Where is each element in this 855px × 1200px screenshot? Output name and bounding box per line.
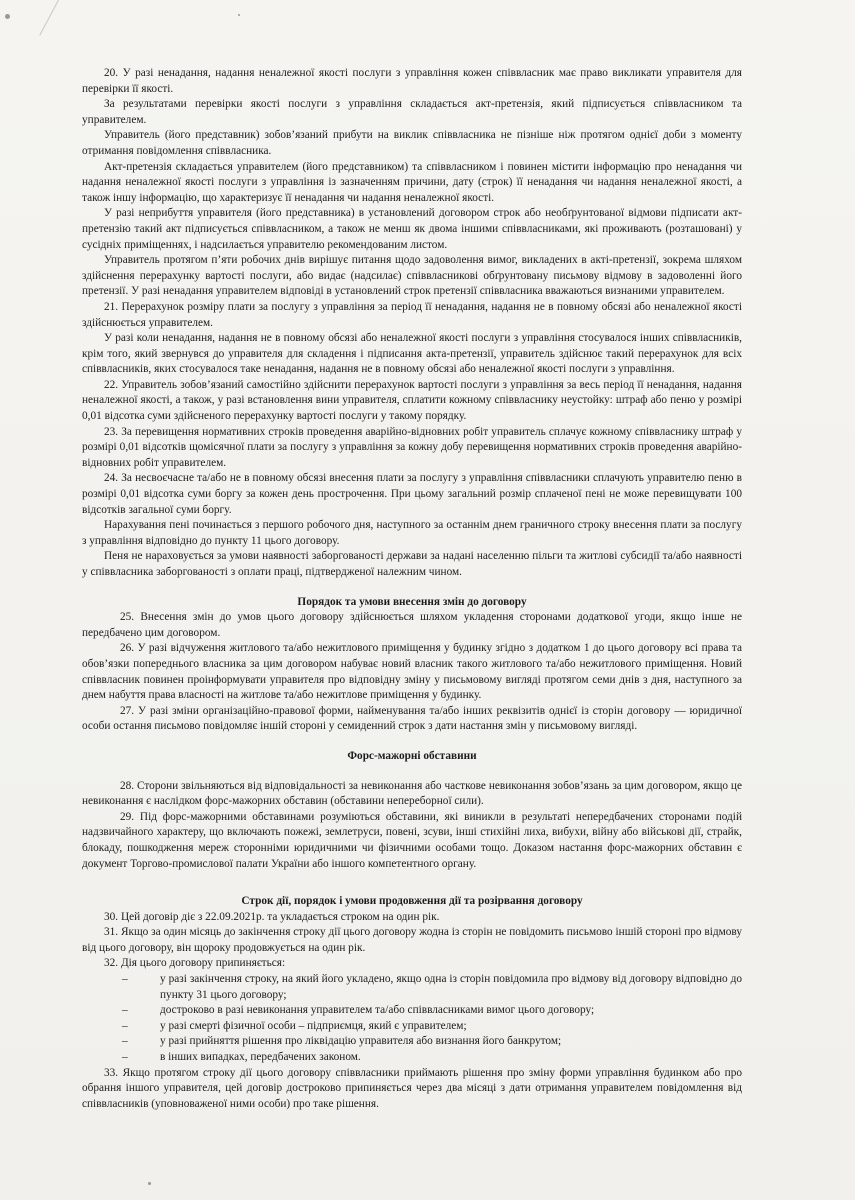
paragraph: Акт-претензія складається управителем (його представником) та співвласником і повинен містити інформацію про ненадання чи надання неналежної якості послуги з управління із зазначенням причини, дату (строк) її ненадання чи надання неналежної якості, а також іншу інформацію, що характеризує її ненадання чи надання неналежної якості.: [82, 160, 742, 204]
section-heading-force-majeure: Форс-мажорні обставини: [347, 749, 477, 762]
list-item: – у разі смерті фізичної особи – підприємця, який є управителем;: [122, 1019, 742, 1035]
section-heading-term: Строк дії, порядок і умови продовження дії та розірвання договору: [241, 895, 583, 908]
paragraph: 21. Перерахунок розміру плати за послугу з управління за період її ненадання, надання не в повному обсязі або неналежної якості здійснюється управителем.: [82, 300, 742, 329]
scan-speck: [148, 1182, 151, 1185]
paragraph: 30. Цей договір діє з 22.09.2021р. та укладається строком на один рік.: [104, 910, 440, 923]
scan-speck: [5, 14, 10, 19]
document-body: [82, 66, 742, 1112]
list-item: – достроково в разі невиконання управителем та/або співвласниками вимог цього договору;: [122, 1003, 742, 1019]
paragraph: 26. У разі відчуження житлового та/або нежитлового приміщення у будинку згідно з додатком 1 до цього договору всі права та обов’язки попереднього власника за цим договором набуває новий власник такого житлового та/або нежитлового приміщення. Новий співвласник повинен проінформувати управителя про відповідну зміну у письмовому вигляді протягом семи днів з дня, наступного за днем набуття права власності на житлове та/або нежитлове приміщення у будинку.: [82, 642, 742, 702]
paragraph: 20. У разі ненадання, надання неналежної якості послуги з управління кожен співвласник має право викликати управителя для перевірки її якості.: [82, 67, 742, 95]
paragraph: Управитель (його представник) зобов’язаний прибути на виклик співвласника не пізніше ніж протягом однієї доби з моменту отримання повідомлення співвласника.: [82, 129, 742, 157]
termination-list: [82, 972, 742, 1066]
paragraph: 24. За несвоєчасне та/або не в повному обсязі внесення плати за послугу з управління співвласники сплачують управителю пеню в розмірі 0,01 відсотка суми боргу за кожен день прострочення. При цьому загальний розмір сплаченої пені не може перевищувати 100 відсотків загальної суми боргу.: [82, 472, 742, 516]
paragraph: У разі коли ненадання, надання не в повному обсязі або неналежної якості послуги з управління стосувалося інших співвласників, крім того, який звернувся до управителя для складення і підписання акта-претензії, управитель здійснює такий перерахунок для всіх співвласників, яких стосувалося таке ненадання, надання не в повному обсязі або неналежної якості послуги з управління.: [82, 332, 742, 376]
paragraph: 29. Під форс-мажорними обставинами розуміються обставини, які виникли в результаті непередбачених сторонами подій надзвичайного характеру, що включають пожежі, землетруси, повені, зсуви, інші стихійні лиха, вибухи, війну або військові дії, страйк, блокаду, пошкодження мереж сторонніми юридичними чи фізичними особами тощо. Доказом настання форс-мажорних обставин є документ Торгово-промислової палати України або іншого компетентного органу.: [82, 810, 742, 870]
paragraph: 31. Якщо за один місяць до закінчення строку дії цього договору жодна із сторін не повідомить письмово іншій стороні про відмову від цього договору, він щороку продовжується на один рік.: [82, 926, 742, 954]
paragraph: За результатами перевірки якості послуги з управління складається акт-претензія, який підписується співвласником та управителем.: [82, 98, 742, 126]
paragraph: 27. У разі зміни організаційно-правової форми, найменування та/або інших реквізитів однієї із сторін договору — юридичної особи остання письмово повідомляє іншій стороні у семиденний строк з дати настання змін у письмовому вигляді.: [82, 704, 742, 733]
section-heading-amendments: Порядок та умови внесення змін до договору: [297, 595, 527, 608]
paragraph: 22. Управитель зобов’язаний самостійно здійснити перерахунок вартості послуги з управління за весь період її ненадання, надання неналежної якості, а також, у разі встановлення вини управителя, сплатити кожному співвласнику неустойку: штраф або пеню у розмірі 0,01 відсотка суми здійсненого перерахунку вартості послуги у такому порядку.: [82, 378, 742, 423]
list-item: – в інших випадках, передбачених законом.: [122, 1050, 742, 1066]
paragraph: Нарахування пені починається з першого робочого дня, наступного за останнім днем граничного строку внесення плати за послугу з управління відповідно до пункту 11 цього договору.: [82, 519, 742, 547]
list-item: – у разі закінчення строку, на який його укладено, якщо одна із сторін повідомила про відмову від договору відповідно до пункту 31 цього договору;: [122, 972, 742, 1003]
paper-fold-mark: [39, 0, 59, 36]
paragraph: У разі неприбуття управителя (його представника) в установлений договором строк або необґрунтованої відмови підписати акт-претензію такий акт підписується співвласником, а також не менш як двома іншими співвласниками, які проживають (розташовані) у сусідніх приміщеннях, і надсилається управителю рекомендованим листом.: [82, 207, 742, 251]
list-item: – у разі прийняття рішення про ліквідацію управителя або визнання його банкрутом;: [122, 1034, 742, 1050]
paragraph: 32. Дія цього договору припиняється:: [104, 957, 286, 970]
paragraph: 28. Сторони звільняються від відповідальності за невиконання або часткове невиконання зобов’язань за цим договором, якщо це невиконання є наслідком форс-мажорних обставин (обставини непереборної сили).: [82, 779, 742, 808]
paragraph: 25. Внесення змін до умов цього договору здійснюється шляхом укладення сторонами додаткової угоди, якщо інше не передбачено цим договором.: [82, 611, 742, 639]
paragraph: Управитель протягом п’яти робочих днів вирішує питання щодо задоволення вимог, викладених в акті-претензії, зокрема шляхом здійснення перерахунку вартості послуги, або видає (надсилає) співвласникові обґрунтовану письмову відмову в задоволенні його претензії. У разі ненадання управителем відповіді в установлений строк претензії співвласника вважаються визнаними управителем.: [82, 254, 742, 298]
paragraph: Пеня не нараховується за умови наявності заборгованості держави за надані населенню пільги та житлові субсидії та/або наявності у співвласника заборгованості з оплати праці, підтвердженої належним чином.: [82, 550, 742, 578]
scan-speck: [238, 14, 240, 16]
paragraph: 23. За перевищення нормативних строків проведення аварійно-відновних робіт управитель сплачує кожному співвласнику штраф у розмірі 0,01 відсотків щомісячної плати за послугу з управління за кожну добу перевищення нормативних строків проведення аварійно-відновних робіт управителем.: [82, 425, 742, 469]
paragraph: 33. Якщо протягом строку дії цього договору співвласники приймають рішення про зміну форми управління будинком або про обрання іншого управителя, цей договір достроково припиняється через два місяці з дати отримання управителем повідомлення від співвласників (уповноваженої ними особи) про таке рішення.: [82, 1066, 742, 1110]
